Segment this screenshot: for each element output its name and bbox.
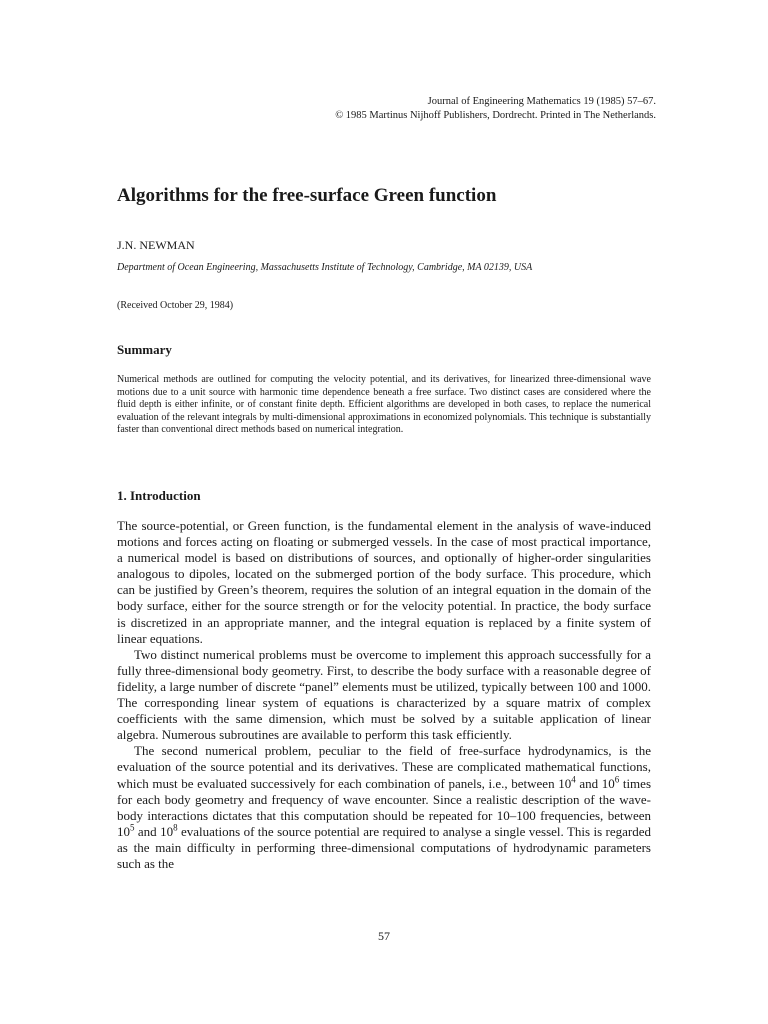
- paper-title: Algorithms for the free-surface Green function: [117, 185, 497, 206]
- affiliation: Department of Ocean Engineering, Massachusetts Institute of Technology, Cambridge, MA 02139, USA: [117, 262, 533, 273]
- paragraph-text: times for each body geometry and frequency of wave encounter. Since a realistic description of the wave-body interactions dictates that this computation should be repeated for 10–100 frequencies, between 10: [117, 775, 652, 839]
- exponent: 4: [571, 774, 576, 785]
- summary-heading: Summary: [117, 342, 172, 357]
- journal-header: [335, 95, 656, 123]
- paragraph-text: evaluations of the source potential are required to analyse a single vessel. This is regarded as the main difficulty in performing three-dimensional computations of hydrodynamic parameters such as the: [117, 823, 651, 871]
- paragraph: The source-potential, or Green function, is the fundamental element in the analysis of wave-induced motions and forces acting on floating or submerged vessels. In the case of most practical importance, a numerical model is based on distributions of sources, and optionally of higher-order singularities analogous to dipoles, located on the submerged portion of the body surface. This procedure, which can be justified by Green’s theorem, requires the solution of an integral equation in the domain of the body surface, either for the source strength or for the velocity potential. In practice, the body surface is discretized in an appropriate manner, and the integral equation is replaced by a finite system of linear equations.: [117, 518, 651, 646]
- summary-text: Numerical methods are outlined for computing the velocity potential, and its derivatives, for linearized three-dimensional wave motions due to a unit source with harmonic time dependence beneath a free surface. Two distinct cases are considered where the fluid depth is either infinite, or of constant finite depth. Efficient algorithms are developed in both cases, to replace the numerical evaluation of the relevant integrals by multi-dimensional approximations in economized polynomials. This technique is substantially faster than conventional direct methods based on numerical integration.: [117, 374, 651, 436]
- exponent: 6: [614, 774, 620, 785]
- paragraph-text: and 10: [134, 823, 174, 839]
- exponent: 5: [130, 822, 135, 833]
- introduction-body: [117, 518, 651, 872]
- journal-citation: Journal of Engineering Mathematics 19 (1985) 57–67.: [427, 96, 656, 107]
- paragraph: [117, 743, 651, 872]
- paragraph-text: The second numerical problem, peculiar to the field of free-surface hydrodynamics, is the evaluation of the source potential and its derivatives. These are complicated mathematical functions, which must be evaluated successively for each combination of panels, i.e., between 10: [117, 743, 651, 791]
- page-number: 57: [378, 929, 390, 943]
- introduction-heading: 1. Introduction: [117, 488, 201, 503]
- paragraph: Two distinct numerical problems must be overcome to implement this approach successfully for a fully three-dimensional body geometry. First, to describe the body surface with a reasonable degree of fidelity, a large number of discrete “panel” elements must be utilized, typically between 100 and 1000. The corresponding linear system of equations is characterized by a square matrix of complex coefficients with the same dimension, which must be solved by a suitable application of linear algebra. Numerous subroutines are available to perform this task efficiently.: [117, 646, 651, 743]
- author: J.N. NEWMAN: [117, 238, 195, 252]
- received-date: (Received October 29, 1984): [117, 300, 234, 311]
- paragraph-text: and 10: [575, 775, 615, 791]
- exponent: 8: [173, 822, 178, 833]
- copyright-line: © 1985 Martinus Nijhoff Publishers, Dordrecht. Printed in The Netherlands.: [335, 110, 656, 121]
